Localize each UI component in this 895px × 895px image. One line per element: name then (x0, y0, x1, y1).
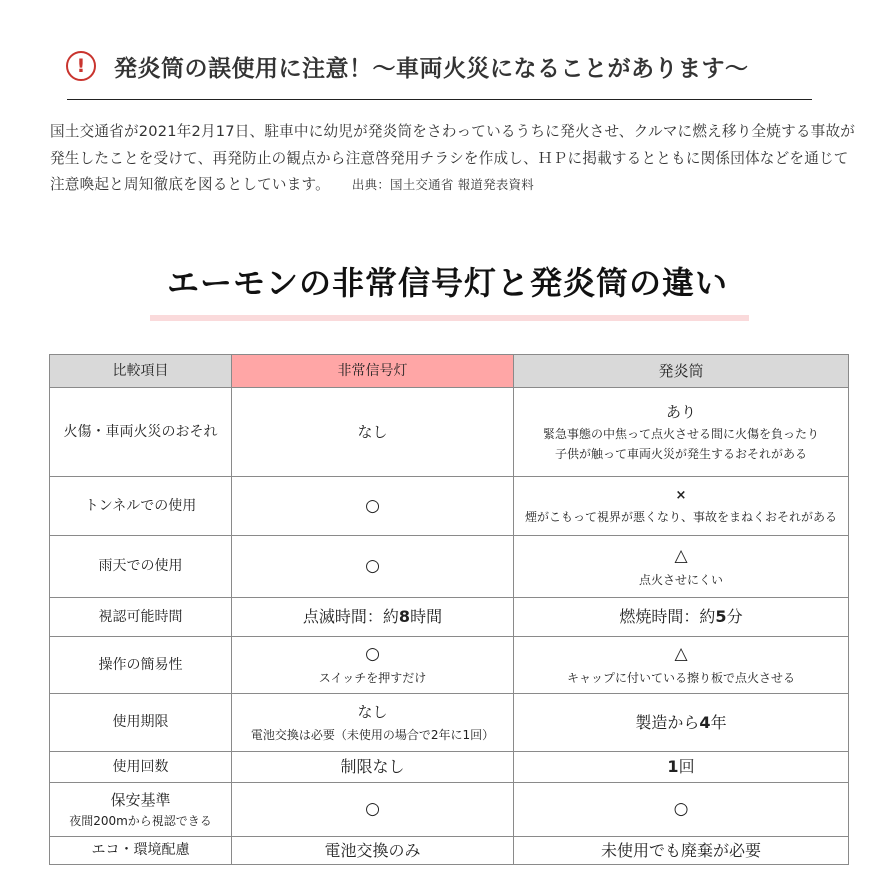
flare-cell: 未使用でも廃棄が必要 (514, 837, 849, 865)
flare-cell: × 煙がこもって視界が悪くなり、事故をまねくおそれがある (514, 477, 849, 536)
circle-mark-icon: ○ (365, 495, 380, 516)
flare-cell: 製造から4年 (514, 694, 849, 752)
triangle-mark-icon: △ (674, 545, 688, 566)
light-cell (232, 536, 514, 598)
triangle-mark-icon: △ (674, 644, 688, 665)
header-flare: 発炎筒 (514, 355, 849, 388)
light-cell: 点滅時間：約8時間 (232, 598, 514, 637)
warning-title: 発炎筒の誤使用に注意！～車両火災になることがあります～ (114, 55, 749, 82)
table-row (50, 536, 849, 598)
exclamation-circle-icon: ! (66, 51, 96, 81)
circle-mark-icon: ○ (673, 799, 689, 820)
intro-paragraph (50, 119, 860, 199)
light-cell: なし (232, 388, 514, 477)
header-emergency-light: 非常信号灯 (232, 355, 514, 388)
table-row (50, 477, 849, 536)
table-row (50, 388, 849, 477)
circle-mark-icon: ○ (365, 799, 380, 820)
flare-cell: △ 点火させにくい (514, 536, 849, 598)
source-citation: 出典：国土交通省 報道発表資料 (351, 177, 534, 192)
row-label: 火傷・車両火災のおそれ (50, 388, 232, 477)
flare-cell: 燃焼時間：約5分 (514, 598, 849, 637)
flare-cell: 1回 (514, 752, 849, 783)
light-cell: なし 電池交換は必要（未使用の場合で2年に1回） (232, 694, 514, 752)
table-row (50, 752, 849, 783)
intro-text: 国土交通省が2021年2月17日、駐車中に幼児が発炎筒をさわっているうちに発火させ、クルマに燃え移り全焼する事故が発生したことを受けて、再発防止の観点から注意啓発用チラシを作成し、ＨＰに掲載するとともに関係団体などを通じて注意喚起と周知徹底を図るとしています。 (50, 123, 856, 193)
table-row (50, 783, 849, 837)
header-item: 比較項目 (50, 355, 232, 388)
table-row (50, 637, 849, 694)
comparison-table (49, 354, 849, 865)
circle-mark-icon: ○ (365, 644, 380, 665)
circle-mark-icon: ○ (365, 556, 380, 577)
heading-divider (67, 99, 812, 100)
row-label: トンネルでの使用 (50, 477, 232, 536)
flare-cell (514, 783, 849, 837)
row-label: 保安基準 夜間200mから視認できる (50, 783, 232, 837)
row-label: 視認可能時間 (50, 598, 232, 637)
section-underline (150, 315, 749, 321)
section-title: エーモンの非常信号灯と発炎筒の違い (166, 264, 728, 302)
light-cell: ○ スイッチを押すだけ (232, 637, 514, 694)
table-row (50, 837, 849, 865)
table-row (50, 598, 849, 637)
row-label: 操作の簡易性 (50, 637, 232, 694)
light-cell: 電池交換のみ (232, 837, 514, 865)
light-cell (232, 477, 514, 536)
row-label: 雨天での使用 (50, 536, 232, 598)
row-label: 使用期限 (50, 694, 232, 752)
light-cell (232, 783, 514, 837)
warning-heading (66, 46, 749, 86)
cross-mark-icon: × (675, 488, 687, 504)
row-label: 使用回数 (50, 752, 232, 783)
table-row (50, 694, 849, 752)
light-cell: 制限なし (232, 752, 514, 783)
flare-cell: △ キャップに付いている擦り板で点火させる (514, 637, 849, 694)
row-label: エコ・環境配慮 (50, 837, 232, 865)
flare-cell: あり 緊急事態の中焦って点火させる間に火傷を負ったり 子供が触って車両火災が発生するおそれがある (514, 388, 849, 477)
table-header-row (50, 355, 849, 388)
